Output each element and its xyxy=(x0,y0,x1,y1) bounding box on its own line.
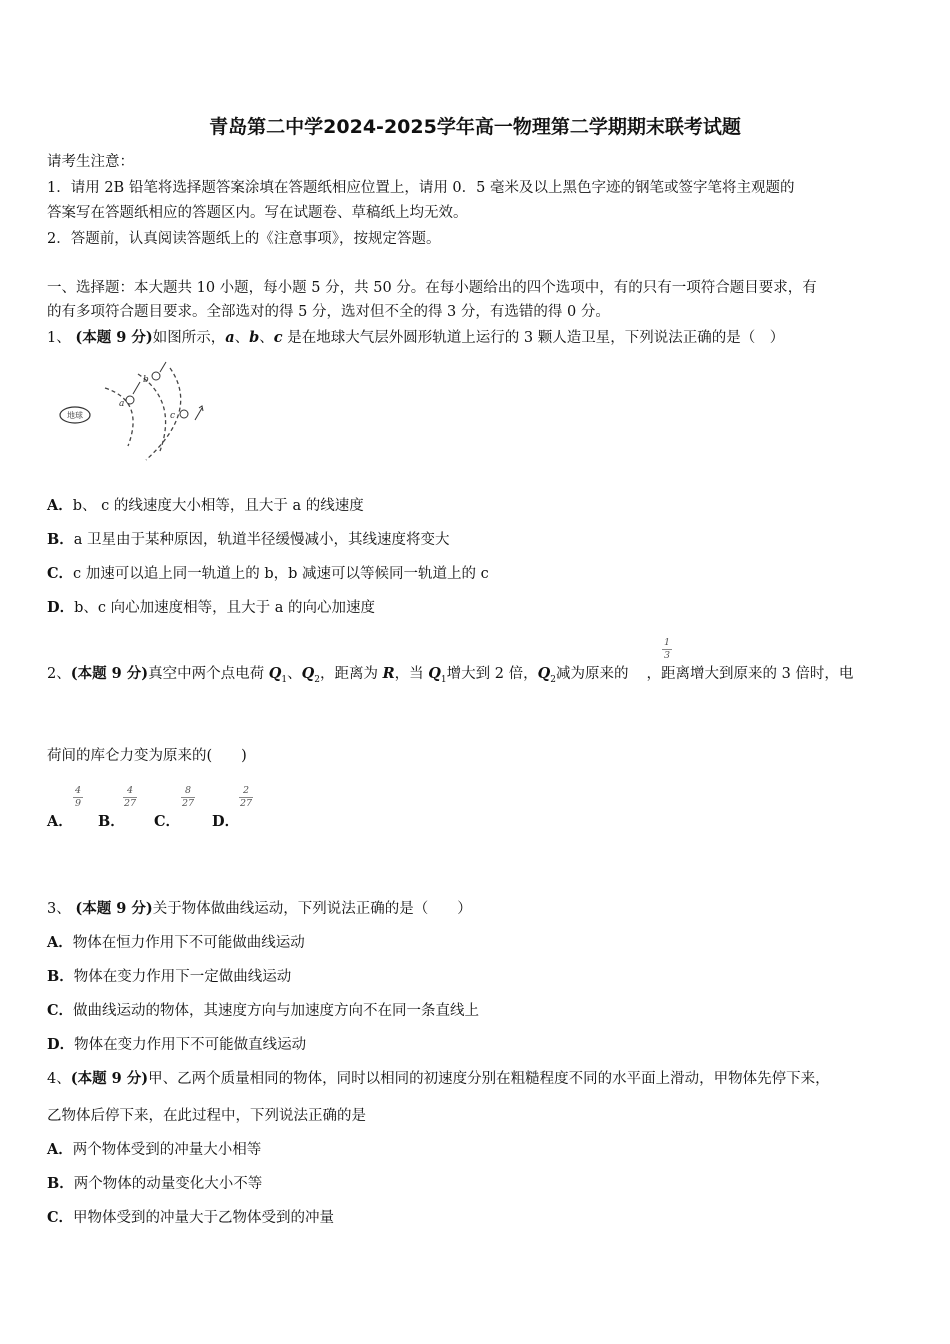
q1-option-c-text: c 加速可以追上同一轨道上的 b，b 减速可以等候同一轨道上的 c xyxy=(73,566,489,582)
q2-q1b: Q xyxy=(428,665,441,682)
q2-option-a-den: 9 xyxy=(74,798,82,809)
q2-line-2: 荷间的库仑力变为原来的( ) xyxy=(47,748,247,764)
q1-stem-a: 如图所示， xyxy=(152,330,226,346)
page-title: 青岛第二中学2024-2025学年高一物理第二学期期末联考试题 xyxy=(209,116,741,138)
arrow-a xyxy=(133,382,140,394)
q2-option-a-num: 4 xyxy=(74,785,82,796)
q1-var-a: a xyxy=(225,329,235,346)
q2-q2b-sub: 2 xyxy=(550,674,556,685)
q2-frac-den: 3 xyxy=(663,650,671,661)
q2-stem-f: ，距离增大到原来的 3 倍时，电 xyxy=(646,666,854,682)
q1-option-c-label: C． xyxy=(47,565,74,582)
q3-prefix: 3、 xyxy=(47,901,71,917)
q2-option-a-label: A． xyxy=(47,813,73,830)
q1-sep-1: 、 xyxy=(234,330,250,346)
q1-option-c xyxy=(47,562,489,583)
q1-stem-b: 是在地球大气层外圆形轨道上运行的 3 颗人造卫星，下列说法正确的是（ ） xyxy=(282,330,785,346)
q2-q1b-sub: 1 xyxy=(440,674,447,685)
q4-option-c xyxy=(47,1206,334,1227)
q3-option-c xyxy=(47,999,479,1020)
q3-option-b-label: B． xyxy=(47,968,74,985)
q4-option-a-text: 两个物体受到的冲量大小相等 xyxy=(72,1142,262,1158)
earth-label: 地球 xyxy=(67,411,83,420)
q2-option-c-den: 27 xyxy=(181,798,195,809)
q3-option-d xyxy=(47,1033,306,1054)
q4-option-b xyxy=(47,1172,262,1193)
q4-stem-a: 甲、乙两个质量相同的物体，同时以相同的初速度分别在粗糙程度不同的水平面上滑动，甲物体先停下来， xyxy=(148,1071,830,1087)
q1-sep-2: 、 xyxy=(259,330,274,346)
q1-option-b-text: a 卫星由于某种原因，轨道半径缓慢减小，其线速度将变大 xyxy=(73,532,450,548)
q3-option-a xyxy=(47,931,305,952)
q1-tag: (本题 9 分) xyxy=(75,329,153,346)
satellite-a-label: a xyxy=(119,399,125,409)
q1-satellite-figure xyxy=(50,356,220,466)
satellite-c-marker xyxy=(180,410,188,418)
q1-option-a-text: b、 c 的线速度大小相等，且大于 a 的线速度 xyxy=(72,498,364,514)
arrow-b xyxy=(160,362,166,372)
q2-option-c-num: 8 xyxy=(184,785,192,796)
inner-orbit xyxy=(105,388,133,446)
q3-option-b xyxy=(47,965,291,986)
q2-fraction-one-third xyxy=(662,638,672,661)
q2-stem-d: 增大到 2 倍， xyxy=(446,666,538,682)
q2-prefix: 2、 xyxy=(47,666,71,682)
q2-option-b-den: 27 xyxy=(123,798,137,809)
q1-prefix: 1、 xyxy=(47,330,71,346)
q4-option-b-text: 两个物体的动量变化大小不等 xyxy=(73,1176,263,1192)
q4-option-a-label: A． xyxy=(47,1141,73,1158)
q3-option-c-text: 做曲线运动的物体，其速度方向与加速度方向不在同一条直线上 xyxy=(73,1003,480,1019)
q3-option-d-text: 物体在变力作用下不可能做直线运动 xyxy=(74,1037,307,1053)
q3-option-d-label: D． xyxy=(47,1036,75,1053)
q3-stem xyxy=(47,897,472,918)
q2-r: R xyxy=(382,665,395,682)
q4-tag: (本题 9 分) xyxy=(70,1070,149,1087)
q2-stem-a: 真空中两个点电荷 xyxy=(148,666,269,682)
notice-line-1b: 答案写在答题纸相应的答题区内。写在试题卷、草稿纸上均无效。 xyxy=(47,205,468,221)
section1-line-2: 的有多项符合题目要求。全部选对的得 5 分，选对但不全的得 3 分，有选错的得 0 分。 xyxy=(47,304,610,320)
middle-orbit xyxy=(138,374,166,451)
q2-q2: Q xyxy=(301,665,315,682)
q2-option-b-fraction xyxy=(123,786,137,809)
q1-option-d-text: b、c 向心加速度相等，且大于 a 的向心加速度 xyxy=(74,600,375,616)
q4-stem-b: 乙物体后停下来，在此过程中，下列说法正确的是 xyxy=(47,1108,366,1124)
outer-orbit xyxy=(146,368,181,460)
q1-option-b xyxy=(47,528,450,549)
q2-stem xyxy=(47,662,853,685)
q2-option-c-label: C． xyxy=(154,813,181,830)
q3-option-c-label: C． xyxy=(47,1002,74,1019)
q3-stem-text: 关于物体做曲线运动，下列说法正确的是（ ） xyxy=(152,901,472,917)
q2-q2b: Q xyxy=(537,665,551,682)
q1-stem xyxy=(47,326,784,347)
q2-option-c-fraction xyxy=(181,786,195,809)
q1-var-c: c xyxy=(273,329,283,346)
q2-q1-sub: 1 xyxy=(281,674,288,685)
arrow-c xyxy=(195,408,202,420)
q2-sep: 、 xyxy=(287,666,302,682)
q2-frac-num: 1 xyxy=(663,637,671,648)
satellite-c-label: c xyxy=(170,411,176,421)
q2-tag: (本题 9 分) xyxy=(70,665,149,682)
satellite-a-marker xyxy=(126,396,134,404)
notice-line-1a: 1．请用 2B 铅笔将选择题答案涂填在答题纸相应位置上，请用 0．5 毫米及以上黑色字迹的钢笔或签字笔将主观题的 xyxy=(47,180,795,196)
q2-stem-b: ，距离为 xyxy=(320,666,383,682)
q1-option-b-label: B． xyxy=(47,531,74,548)
q4-option-a xyxy=(47,1138,261,1159)
q2-stem-e: 减为原来的 xyxy=(555,666,629,682)
q2-option-b-num: 4 xyxy=(126,785,134,796)
satellite-b-label: b xyxy=(143,375,149,385)
q3-tag: (本题 9 分) xyxy=(75,900,153,917)
q4-stem xyxy=(47,1067,830,1088)
q2-option-d-den: 27 xyxy=(239,798,253,809)
notice-line-2: 2．答题前，认真阅读答题纸上的《注意事项》，按规定答题。 xyxy=(47,231,441,247)
q3-option-a-label: A． xyxy=(47,934,73,951)
q4-option-c-text: 甲物体受到的冲量大于乙物体受到的冲量 xyxy=(73,1210,335,1226)
section1-line-1: 一、选择题：本大题共 10 小题，每小题 5 分，共 50 分。在每小题给出的四个选项中，有的只有一项符合题目要求，有 xyxy=(47,280,817,296)
q2-option-a-fraction xyxy=(73,786,83,809)
q2-option-d-label: D． xyxy=(212,813,240,830)
q2-option-d-fraction xyxy=(239,786,253,809)
q1-var-b: b xyxy=(249,329,260,346)
q2-option-b-label: B． xyxy=(98,813,125,830)
satellite-b-marker xyxy=(152,372,160,380)
q1-option-d-label: D． xyxy=(47,599,75,616)
q2-stem-c: ，当 xyxy=(394,666,429,682)
q3-option-b-text: 物体在变力作用下一定做曲线运动 xyxy=(73,969,292,985)
q4-option-c-label: C． xyxy=(47,1209,74,1226)
q4-option-b-label: B． xyxy=(47,1175,74,1192)
notice-heading: 请考生注意： xyxy=(47,154,134,170)
q3-option-a-text: 物体在恒力作用下不可能做曲线运动 xyxy=(72,935,305,951)
q2-q2-sub: 2 xyxy=(314,674,320,685)
q1-option-a xyxy=(47,494,364,515)
q1-option-d xyxy=(47,596,375,617)
q1-option-a-label: A． xyxy=(47,497,73,514)
q2-q1: Q xyxy=(268,665,282,682)
q2-option-d-num: 2 xyxy=(242,785,250,796)
q4-prefix: 4、 xyxy=(47,1071,71,1087)
